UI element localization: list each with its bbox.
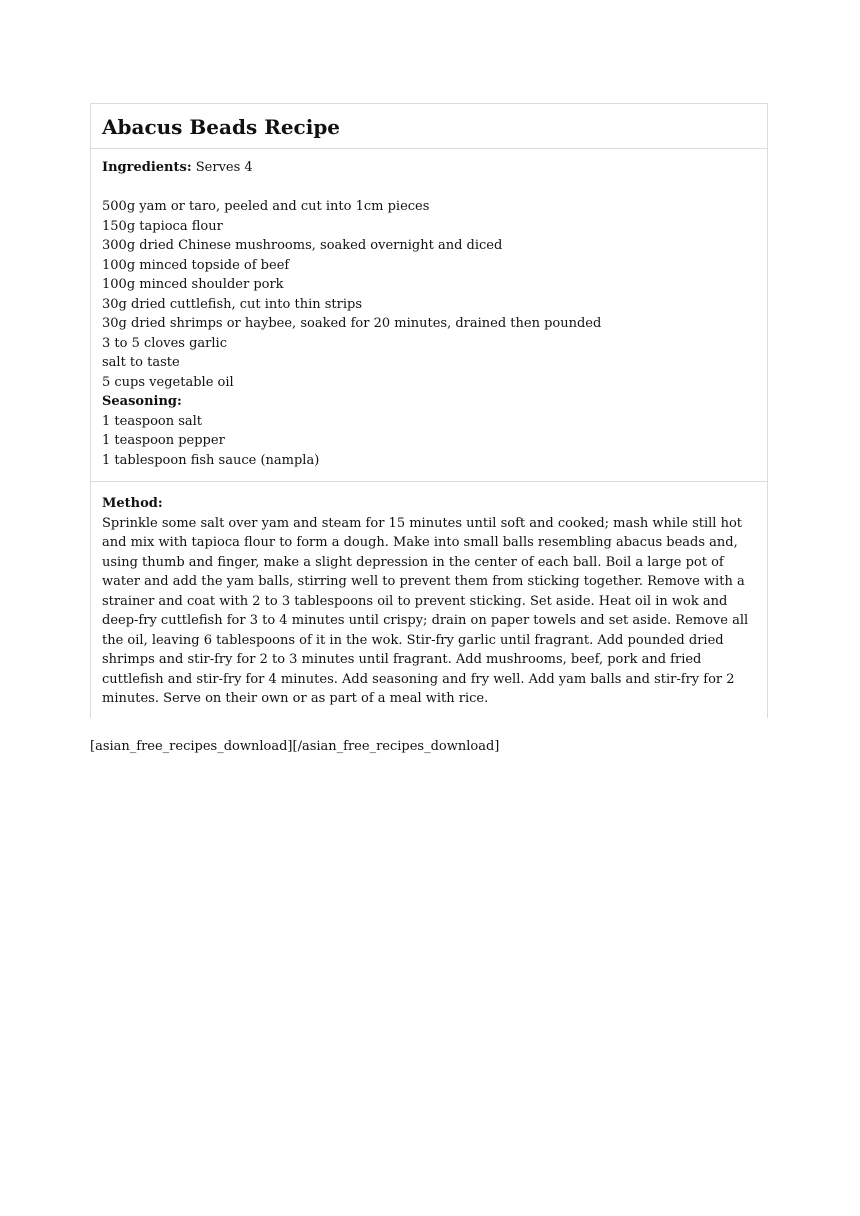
method-text: Sprinkle some salt over yam and steam for 15 minutes until soft and cooked; mash while still hot and mix with tapioca flour to form a dough. Make into small balls resembling abacus beads and, using thumb and finger, make a slight depression in the center of each ball. Boil a large pot of water and add the yam balls, stirring well to prevent them from sticking together. Remove with a strainer and coat with 2 to 3 tablespoons oil to prevent sticking. Set aside. Heat oil in wok and deep-fry cuttlefish for 3 to 4 minutes until crispy; drain on paper towels and set aside. Remove all the oil, leaving 6 tablespoons of it in the wok. Stir-fry garlic until fragrant. Add pounded dried shrimps and stir-fry for 2 to 3 minutes until fragrant. Add mushrooms, beef, pork and fried cuttlefish and stir-fry for 4 minutes. Add seasoning and fry well. Add yam balls and stir-fry for 2 minutes. Serve on their own or as part of a meal with rice.: [102, 515, 749, 706]
method-label: Method:: [102, 496, 163, 511]
seasoning-item: 1 teaspoon salt: [102, 413, 203, 429]
ingredient-item: 30g dried cuttlefish, cut into thin strips: [102, 296, 363, 312]
ingredients-section: [91, 149, 767, 482]
seasoning-item: 1 teaspoon pepper: [102, 433, 225, 448]
download-shortcode: [asian_free_recipes_download][/asian_free_recipes_download]: [90, 739, 500, 754]
ingredient-item: 5 cups vegetable oil: [102, 374, 234, 390]
ingredient-item: 3 to 5 cloves garlic: [102, 335, 227, 351]
ingredient-item: 100g minced shoulder pork: [102, 277, 284, 292]
seasoning-item: 1 tablespoon fish sauce (nampla): [102, 452, 320, 468]
ingredient-item: 300g dried Chinese mushrooms, soaked overnight and diced: [102, 238, 503, 253]
serves-text: Serves 4: [191, 160, 253, 175]
ingredient-item: salt to taste: [102, 355, 180, 370]
ingredients-label: Ingredients:: [102, 160, 192, 175]
ingredient-item: 500g yam or taro, peeled and cut into 1cm pieces: [102, 199, 430, 214]
spacer: [102, 178, 756, 198]
ingredients-header: [102, 158, 756, 178]
ingredient-list: [102, 197, 756, 392]
method-section: [91, 482, 767, 718]
ingredient-item: 150g tapioca flour: [102, 218, 223, 234]
recipe-card: [90, 103, 768, 718]
seasoning-list: [102, 412, 756, 471]
seasoning-label: Seasoning:: [102, 394, 182, 409]
ingredient-item: 100g minced topside of beef: [102, 257, 290, 273]
ingredient-item: 30g dried shrimps or haybee, soaked for 20 minutes, drained then pounded: [102, 316, 602, 331]
recipe-title: Abacus Beads Recipe: [91, 104, 767, 149]
